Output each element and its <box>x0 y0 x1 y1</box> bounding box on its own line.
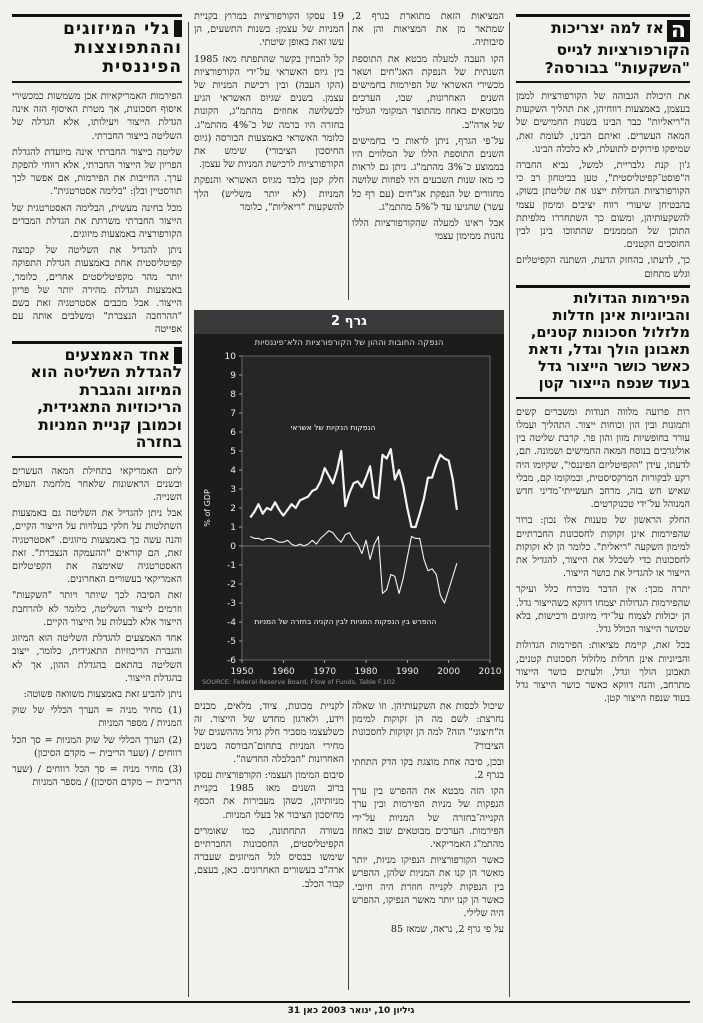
col1-paragraph: החלק הראשון של טענות אלו נכון: ברור שהפירמות אינן זקוקות לחסכונות החברתיים למימון השקעה "ריאלית". כלומר הן לא זקוקות לחסכונות כדי לשכלל את הייצור, להגדיל את הייצור או להגדיל את כושר הייצור. <box>516 515 690 580</box>
col1-pullquote-box <box>516 285 690 399</box>
y-tick-label: 4 <box>230 466 236 476</box>
y-tick-label: 9 <box>230 371 236 381</box>
y-tick-label: -1 <box>227 561 236 571</box>
col1-headline: האז למה יצריכות הקורפורציות לגייס "השקעות" בבורסה? <box>544 18 690 77</box>
y-tick-label: 3 <box>230 485 236 495</box>
column-divider <box>188 22 189 997</box>
y-tick-label: 7 <box>230 409 236 419</box>
column-divider <box>509 22 510 997</box>
magazine-page <box>12 10 690 1000</box>
col4-paragraph: ניתן להגדיל את השליטה של קבוצה קפיטליסטית אחת באמצעות הגדלת התפוקה יותר מהר מקפיטליסטים אחרים, כלומר, באמצעות הגדלת מהירה יותר של פריון הייצור. אבל מכבים אסטרטגיה זאת בשם "ההרחבה הנצברת" ומשלבים אותה עם אפייטה <box>12 245 182 336</box>
col4-paragraph: שליטה בייצור החברתי אינה מיועדת להגדלת הפריון של הייצור החברתי, אלא רווחי להפקת ערך. החייבות את הפירמות, אם אפשר לכך תורסטיין ובלן: "בלימה אסטרטגית". <box>12 146 182 198</box>
col4-headline-box <box>12 14 182 83</box>
column-divider <box>348 22 349 300</box>
series-label-debt: הנפקות הנקיות של אשראי <box>290 423 376 433</box>
col2-paragraph: אבל ראינו למעלה שהקורפורציות הללו נהנות ממימון עצמי <box>352 218 504 243</box>
y-tick-label: 0 <box>230 542 236 552</box>
col2-paragraph: כאשר הקורפורציות הנפיקו מניות, יותר מאשר הן קנו את המניות שלהן, ההפרש בין הנפקות לקנייה חוזרת היה חיובי. כאשר הן קנו יותר מאשר הנפיקו, ההפרש היה שלילי. <box>352 855 504 920</box>
col4-paragraph: הפירמות האמריקאיות אכן משמשות כמכשירי איסוף חסכונות, אך מטרת האיסוף הזה אינה הגדלת הייצור ויעילותו, אלא הגדלה של השליטה בייצור החברתי. <box>12 91 182 142</box>
column-1 <box>516 10 690 1000</box>
col4-paragraph: ליזם האמריקאי בתחילת המאה העשרים ובשנים הראשונות שלאחר מלחמת העולם השנייה. <box>12 465 182 504</box>
col4-paragraph: אחד האמצעים להגדלת השליטה הוא המיזוג והגברת הריכוזיות התאגידית, כלומר, ייצוב השליטה בהתאם בהגדלת ההון, אך לא בהגדלת הייצור. <box>12 633 182 684</box>
page-footer: גיליון 10, ינואר 2003 כאן 31 <box>12 1001 690 1016</box>
col4-headline: גלי המיזוגים וההתפוצצות הפיננסית <box>63 19 182 77</box>
headline-bar-icon <box>174 20 182 37</box>
x-tick-label: 1970 <box>313 667 337 677</box>
col4-paragraph: אבל ניתן להגדיל את השליטה גם באמצעות השתלטות על חלקי בעלויות על הייצור הקיים, והנה עשה כך באמצעות מיזוגים. "אסטרטגיה זאת, הם קוראים "ההעמקה הנצברת". זאת האסטרטגיה שאימצה את הקפיטליזם האמריקאי בעשורים האחרונים. <box>12 508 182 586</box>
y-tick-label: -2 <box>227 580 236 590</box>
x-tick-label: 2010 <box>478 667 502 677</box>
col2-paragraph: הקו העבה למעלה מבטא את התוספת השנתית של הנפקת האג"חים ושאר מכשירי האשראי של הפירמות בחמישים השנים האחרונות, שבו, הערכים מבוטאים כאחוז מהתוצר המקומי הגולמי של ארה"ב. <box>352 53 504 131</box>
y-tick-label: 10 <box>224 352 236 362</box>
col4-pullquote-box <box>12 341 182 458</box>
series-label-equity: ההפרש בין הנפקות המניות לבין הקניה בחזרה של המניות <box>254 616 437 626</box>
col3-paragraph: 19 עסקו הקורפורציות במרוץ בקניית המניות של עצמן: בשנות התשעים, הן עשו זאת באופן שיטתי. <box>194 11 344 49</box>
y-tick-label: -3 <box>227 599 236 609</box>
col1-paragraph: כך, לדעתו, בהחזק הדעת, השתנה הקפיטליזם וגלש מתחום <box>516 255 690 280</box>
headline-bar-icon <box>174 347 182 364</box>
col2-paragraph: המציאות הזאת מתוארת בגרף 2, שמתאר מן את המציאות והן את סיבותיה. <box>352 11 504 49</box>
y-tick-label: 2 <box>230 504 236 514</box>
chart-plot <box>194 310 504 690</box>
col1-paragraph: יתרה מכך: אין הדבר מוכרח כלל ועיקר שהפירמות הגדולות יצמחו דווקא כשהייצור גדל. הן יכולות לצמוח על־ידי מיזוגים ורכישות, בלא שכושר הייצור הכולל גדל. <box>516 584 690 636</box>
x-tick-label: 1950 <box>230 667 254 677</box>
col1-pullquote: הפירמות הגדולות והביוניות אינן חדלות מלזלול חסכונות קטנים, תאבונן הולך וגדל, ודאת כאשר כושר הייצור גדל בעוד שנפח הייצור קטן <box>528 290 690 392</box>
y-tick-label: -6 <box>227 656 236 666</box>
column-2-bottom <box>352 700 504 1000</box>
chart-source: SOURCE: Federal Reserve Board, Flow of Funds, Table F.102 <box>202 678 396 686</box>
col4-paragraph: ניתן להביע זאת באמצעות משוואה פשוטה: <box>23 688 182 700</box>
x-tick-label: 1960 <box>271 667 295 677</box>
col2-paragraph: ובכן, סיבה אחת מוצגת בקו הדק התחתי בגרף 2. <box>352 756 504 782</box>
col3-paragraph: סיבום המימון העצמי: הקורפורציות עסקו ברוב השנים מאז 1985 בקניית מניותיהן, כשהן מעבירות את הכסף מחיסכון הציבור אל בעלי המניות. <box>194 770 344 821</box>
column-divider <box>348 700 349 990</box>
chart-title: גרף 2 <box>194 310 504 334</box>
y-tick-label: 8 <box>230 390 236 400</box>
col1-headline-initial: ה <box>667 20 690 42</box>
chart-graph-2 <box>194 310 504 690</box>
col1-headline-box <box>516 14 690 83</box>
y-axis-label: % of GDP <box>203 489 212 527</box>
col4-paragraph: זאת הסיבה לכך שיותר ויותר "השקעות" וזרמים לייצור השליטה, כלומר לא להרחבת הייצור אלא לבעלות על הייצור הקיים. <box>12 590 182 628</box>
x-tick-label: 2000 <box>437 667 461 677</box>
col4-equation: (2) הערך הכללי של שוק המניות = סך הכל רווחים / (שער הריבית − מקדם הסיכון) <box>12 734 182 759</box>
column-3-top <box>194 10 344 296</box>
column-4 <box>12 10 182 1000</box>
col3-paragraph: קל להבחין בקשר שהתפתח מאז 1985 בין גיוס האשראי על־ידי הקורפורציות (הקו העבה) ובין רכישת המניות של עצמן. בשנים שגיוס האשראי הגיע לכשלושה אחוזים מהתמ"ג, הקונות בחזרה היו ברמה של כ־4% מהתמ"ג. כלומר האשראי באמצעות הבורסה (גיוס החיסכון הציבורי) שימש את הקורפורציות לרכישת המניות של עצמן. <box>194 53 344 171</box>
x-tick-label: 1980 <box>354 667 378 677</box>
col3-paragraph: לקניית מכונות, ציוד, מלאים, מבנים וידע, ולארגון מחדש של הייצור. זה כשלעצמו מסביר חלק גדול מההשגים של מחירי המניות בתחום־הבורסה בשנים האחרונות "הבלבלה החדשה". <box>194 701 344 765</box>
col1-paragraph: בכל זאת, קיימת מציאות: הפירמות הגדולות והביוניות אינן חדלות מלזלול חסכונות קטנים, תאבונן הולך וגדל, ולעתים כושר הייצור מתרחב, והנה דווקא כאשר כושר הייצור גדל בעוד שנפח הייצור קטן. <box>516 640 690 705</box>
y-tick-label: 1 <box>230 523 236 533</box>
column-2-top <box>352 10 504 296</box>
y-tick-label: 6 <box>230 428 236 438</box>
y-tick-label: -5 <box>227 637 236 647</box>
y-tick-label: 5 <box>230 447 236 457</box>
col2-paragraph: שיכול לכסות את השקעותיהן. וזו שאלה נחרצת: לשם מה הן זקוקות למימון ה"חיצוני" הזה? למה הן זקוקות לחסכונות הציבור? <box>352 701 504 752</box>
col4-equation: (1) מחיר מניה = הערך הכללי של שוק המניות / מספר המניות <box>12 705 182 730</box>
col3-paragraph: חלק קטן בלבד מגיוס האשראי והנפקת המניות (לא יותר משליש) הלך להשקעות "ריאליות", כלומר <box>194 175 344 213</box>
col4-paragraph: מכל בחינה מעשית, הבלימה האסטרטגית של הייצור החברתי משרתת את הגדלת המבדים הקורפורציה באמצעות מיזוגים. <box>12 202 182 241</box>
y-tick-label: -4 <box>227 618 236 628</box>
col1-paragraph: ג'ון קנת גלבריית, למשל, נביא החברה ה"פוסט־קפיטליסטית", טען בביטחון רב כי הקורפורציות הגדולות ייצגו את שליטתן בשוק, בהבטיחן שיעורי רווח יציבים ומימון עצמי להשקעותיהן, ומשום כך השתחררו מלפיתת התוכן של המממנים שהתווכו בינן לבין החוסכים הקטנים. <box>516 160 690 251</box>
col4-pullquote: אחד האמצעים להגדלת השליטה הוא המיזוג והגברת הריכוזיות התאגידית, וכמובן קניית המניות בחזרה <box>30 345 182 452</box>
col3-paragraph: בשורה התחתונה, כמו שאומרים הקפיטליסטים, החסכונות החברתיים שימשו כבסיס לגל המיזוגים שעברה ארה"ב בעשורים האחרונים. כאן, בעצם, קבור הכלב. <box>194 825 344 890</box>
col4-headline-initial: ג <box>161 19 170 39</box>
col1-paragraph: רות פרועה מלווה תנודות ומשברים קשים ותמונות ובין הון וכוחות ייצור. התהליך ועמלו עורר בחופשיות מזון והון פר. קרבת שליטה בין אוליגרכים בנוסח המאה החמישים ושמונה. תם, לדעתו, עידן "הקפיטליזם הפיננסי", שקיומו היה רקע לבקורות המרקסיסטית, ובמקומו קם, מבלי שאיש חש בזה, מרחב תעשייתי־מדיני חדש המנוהל על־ידי טכנוקרטים. <box>516 406 690 511</box>
col2-paragraph: על פי גרף 2, נראה, שמאז 85 <box>390 924 504 936</box>
chart-subtitle: הנפקה החובות וההון של הקורפורציות הלא־פיננסיות <box>254 338 444 348</box>
x-tick-label: 1990 <box>395 667 419 677</box>
col4-equation: (3) מחיר מניה = סך הכל רווחים / (שער הריבית − מקדם הסיכון) / מספר המניות <box>12 763 182 789</box>
col2-paragraph: על־פי הגרף, ניתן לראות כי בחמישים השנים התוספת הללו של המלווים היו בממוצע כ־3% מהתמ"ג. ניתן גם לראות כי מאז שנות השבעים היו לפחות שלושה מחזורים של הנפקת אג"חים (עם רף כל עשר) שהגיעו עד ל־5% מהתמ"ג. <box>352 135 504 213</box>
col2-paragraph: הקו הזה מבטא את ההפרש בין ערך הנפקות של מניות הפירמות ובין ערך הקנייה־בחזרה של המניות על־ידי הפירמות. הערכים מבוטאים שוב כאחוז מהתמ"ג האמריקאי. <box>352 786 504 851</box>
col1-paragraph: את היכולת הגבוהה של הקורפורציות לממן בעצמן, באמצעות רווחיהן, את תהליך השקעות ה"ריאליות" כבר הבינו בשנות החמישים של המאה העשרים. ואיתם הבינו, לעומת זאת, שמיפקו פירוקים לתועלת, לא כלכלה הבינו. <box>516 91 690 155</box>
column-3-bottom <box>194 700 344 1000</box>
